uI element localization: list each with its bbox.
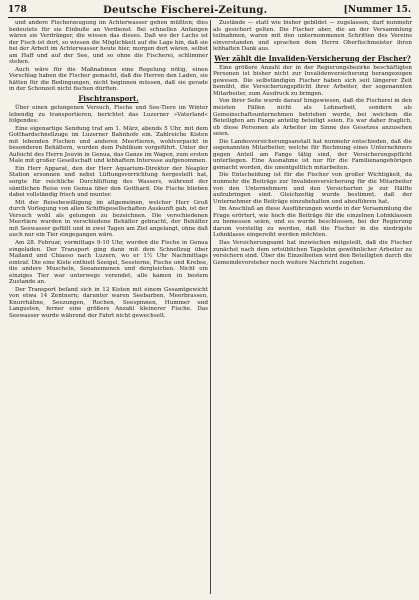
paragraph: Zustände — statt wie bisher gebildet — zugelassen, darf nunmehr als gesichert gelten. Die Fischer aber, die an der Versammlung teilnahmen, waren mit den unternommenen Schritten des Vereins einverstanden und sprachen dem Herrn Oberfischmeister ihren lebhaften Dank aus.	[213, 20, 412, 53]
left-column	[9, 20, 208, 594]
paragraph: Eine größere Anzahl der in der Regierungsbezirke beschäftigten Personen ist bisher nicht zur Invalidenversicherung herangezogen gewesen. Die selbständigen Fischer haben sich seit längerer Zeit bemüht, die Versicherungspflicht ihrer Arbeiter, der sogenannten Mitarbeiter, zum Ausdruck zu bringen.	[213, 64, 412, 97]
page-header	[8, 4, 411, 16]
header-rule	[8, 17, 411, 18]
paragraph: Von ihrer Seite wurde darauf hingewiesen, daß die Fischerei in den meisten Fällen nicht als Lohnarbeit, sondern als Gemeinschaftsunternehmen betrieben werde, bei welchem die Beteiligten am Fange anteilig beteiligt seien. Es war daher fraglich, ob diese Personen als Arbeiter im Sinne des Gesetzes anzusehen seien.	[213, 98, 412, 138]
newspaper-title: Deutsche Fischerei-Zeitung.	[103, 4, 268, 16]
paragraph: Ein Herr Apparat, den der Herr Aquarium-Direktor der Neapler Station ersonnen und nebst Lüftungsvorrichtung hergestellt hat, sorgte für reichliche Durchlüftung des Wassers, während der sämtlichen Reise von Genua über den Gotthard. Die Fische blieben dabei vollständig frisch und munter.	[9, 165, 208, 199]
issue-number: [Nummer 15.	[343, 5, 411, 15]
paragraph: Mit der Reisebewilligung im allgemeinen, welcher Herr Gruß durch Vorlegung von allen Schiffsgesellschaften Auskunft gab, ist der Versuch wohl als gelungen zu bezeichnen. Die verschiedenen Meertiere wurden in verschiedene Behälter gebracht, der Behälter mit Seewasser gefüllt und in zwei Tagen am Ziel angelangt, ohne daß auch nur ein Tier eingegangen wäre.	[9, 199, 208, 239]
paragraph: Der Transport befand sich in 12 Kisten mit einem Gesamtgewicht von etwa 14 Zentnern; darunter waren Seebarben, Meerbrassen, Knurrhähne, Seezungen, Rochen, Seespinnen, Hummer und Langusten, ferner eine größere Anzahl kleinerer Fische. Das Seewasser wurde während der Fahrt nicht gewechselt.	[9, 286, 208, 319]
paragraph: Eine eigenartige Sendung traf am 1. März, abends 5 Uhr, mit dem Gotthardschnellzuge im Luzerner Bahnhofe ein. Zahlreiche Kisten mit lebenden Fischen und anderen Meertieren, wohlverpackt in besonderen Behältern, wurden dem Publikum vorgeführt. Unter der Aufsicht des Herrn Jouvin in Genua, das Ganze im Wagen, zum ersten Male mit großer Gesellschaft und lebhaftem Interesse aufgenommen.	[9, 125, 208, 165]
paragraph: Am 28. Februar, vormittags 9-10 Uhr, wurden die Fische in Genua eingeladen. Der Transport ging dann mit dem Schnellzug über Mailand und Chiasso nach Luzern, wo er 1½ Uhr Nachmittags eintraf. Die eine Kiste enthielt Seeigel, Seesterne, Fische und Krebse, die andere Muscheln, Seeanemonen und dergleichen. Nicht ein einziges Tier war unterwegs verendet, alle kamen in bestem Zustande an.	[9, 239, 208, 286]
paragraph: Über einen gelungenen Versuch, Fische und See-Tiere im Winter lebendig zu transportieren, berichtet das Luzerner »Vaterland« folgendes:	[9, 105, 208, 125]
column-divider	[210, 20, 211, 594]
section-heading: Fischtransport.	[78, 94, 139, 104]
page-number: 178	[8, 5, 27, 15]
paragraph: Im Anschluß an diese Ausführungen wurde in der Versammlung die Frage erörtert, wie hoch die Beiträge für die einzelnen Lohnklassen zu bemessen seien, und es wurde beschlossen, bei der Regierung darum vorstellig zu werden, daß die Fischer in die niedrigste Lohnklasse eingereiht werden möchten.	[213, 206, 412, 239]
paragraph: und andere Fischerzeugung im Achterwasser gehen müßten; dies bedeutete für sie Einbuße an Verdienst. Bei schnellen Anfangen wären sie Verdränger, die wissen das dieses. Daß wo der Lachs ist der Fisch ist dort, so wiesen die Möglichkeit auf die Lage hin, daß sie bei der Arbeit im Achterwasser heute hier, morgen dort wären, selbst am Haff und auf der See, und so ohne die Fischerei, schlimmer stehen.	[9, 20, 208, 66]
right-column	[213, 20, 412, 594]
paragraph: Die Landesversicherungsanstalt hat nunmehr entschieden, daß die sogenannten Mitarbeiter, welche für Rechnung eines Unternehmers gegen Anteil am Fange tätig sind, der Versicherungspflicht unterliegen. Eine Ausnahme ist nur für die Familienangehörigen gemacht worden, die unentgeltlich mitarbeiten.	[213, 138, 412, 171]
paragraph: Auch wäre für die Maßnahmen eine Regelung nötig, einen Vorschlag haben die Fischer gemacht, daß die Herren den Laden, sie hätten für die Bedingungen, nicht beginnen müssen, daß sie gerade in der Schonzeit nicht fischen dürften.	[9, 66, 208, 93]
paragraph: Das Versicherungsamt hat inzwischen mitgeteilt, daß die Fischer zunächst nach dem ortsüblichen Tagelohn gewöhnlicher Arbeiter zu versichern sind. Über die Einzelheiten wird den Beteiligten durch die Gemeindevorsteher noch weitere Nachricht zugehen.	[213, 239, 412, 266]
section-heading: Wer zählt die Invaliden-Versicherung der Fischer?	[214, 53, 411, 63]
paragraph: Die Entscheidung ist für die Fischer von großer Wichtigkeit, da nunmehr die Beiträge zur Invalidenversicherung für die Mitarbeiter von den Unternehmern und den Versicherten je zur Hälfte aufzubringen sind. Gleichzeitig wurde bestimmt, daß der Unternehmer die Beiträge einzubehalten und abzuführen hat.	[213, 172, 412, 205]
